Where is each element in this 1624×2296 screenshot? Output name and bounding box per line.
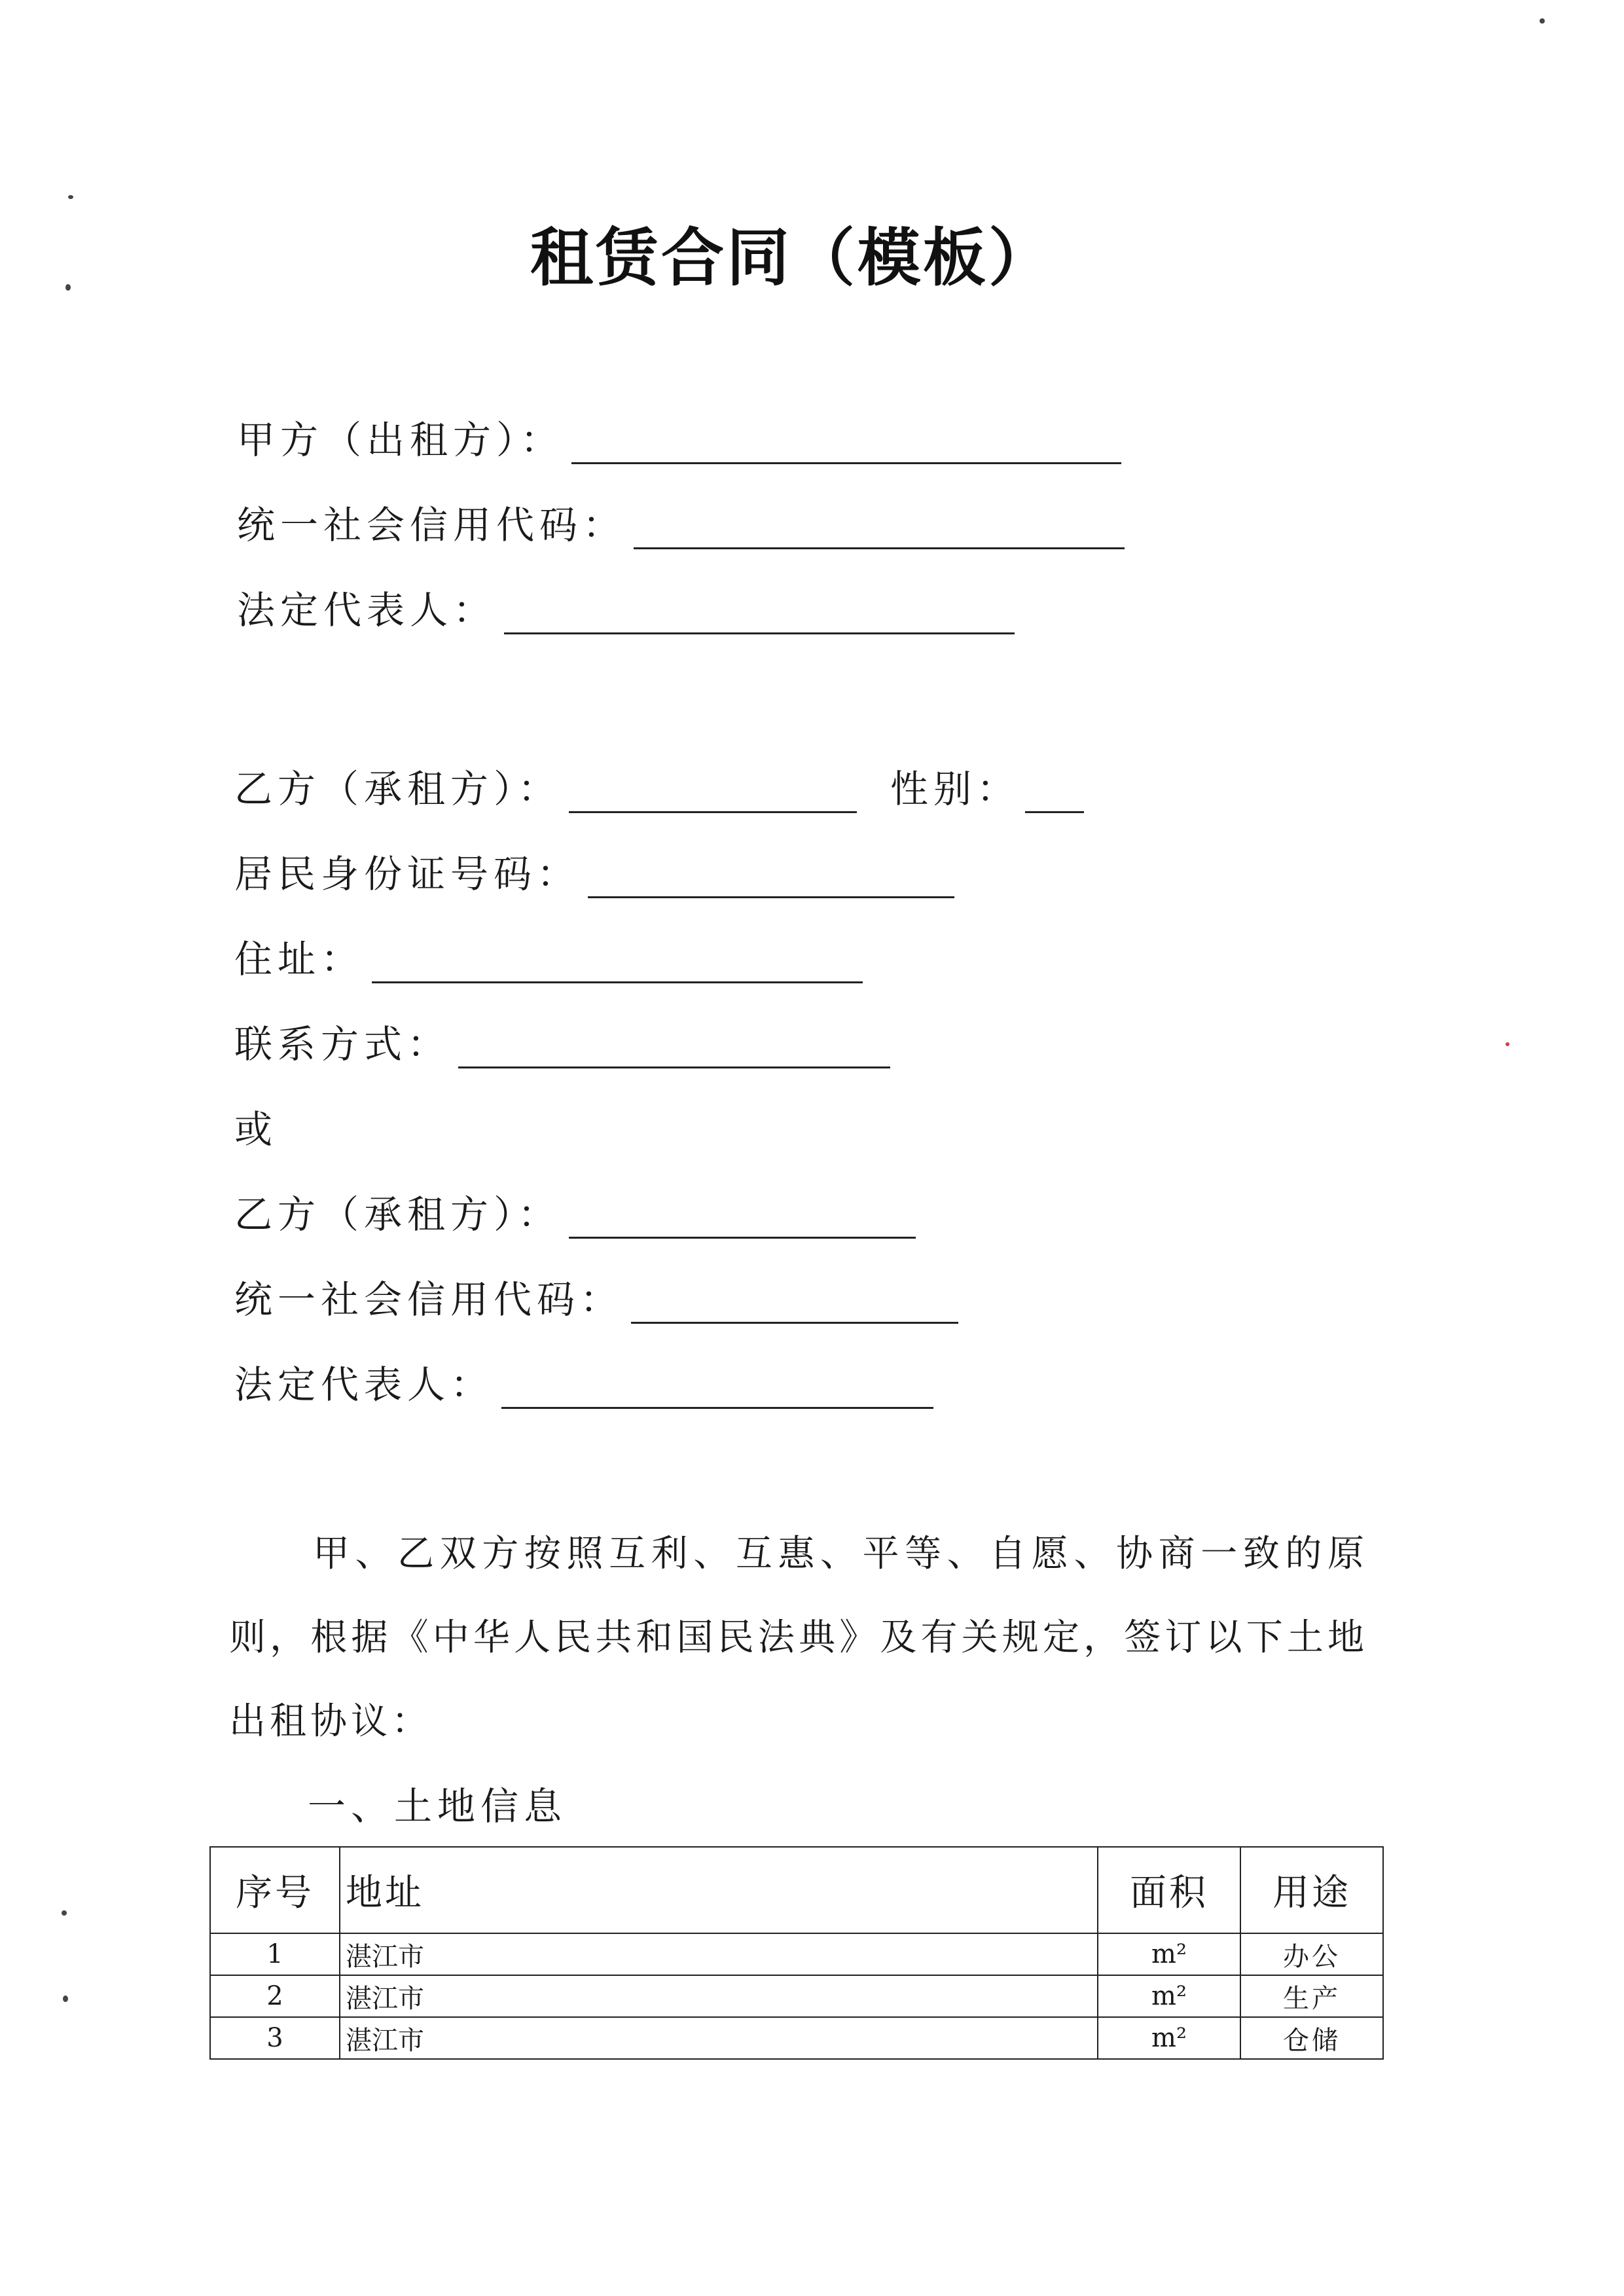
party-b-id-number-blank[interactable] xyxy=(588,856,954,898)
header-address: 地址 xyxy=(340,1847,1098,1933)
party-a-credit-code-blank[interactable] xyxy=(634,507,1125,549)
party-b-company-legal-rep-blank[interactable] xyxy=(501,1366,933,1409)
row-no: 1 xyxy=(210,1933,340,1975)
party-b-company-name-label: 乙方（承租方）： xyxy=(234,1192,562,1237)
party-a-legal-rep-label: 法定代表人： xyxy=(237,588,497,632)
party-b-address-field xyxy=(234,928,863,981)
row-use: 生产 xyxy=(1240,1975,1383,2017)
party-a-name-blank[interactable] xyxy=(571,422,1121,464)
party-b-contact-label: 联系方式： xyxy=(234,1022,451,1066)
scan-speck xyxy=(68,195,73,199)
row-address[interactable]: 湛江市 xyxy=(340,2017,1098,2059)
scan-speck xyxy=(1506,1042,1509,1046)
party-b-gender-field xyxy=(890,758,1084,811)
party-b-name-blank[interactable] xyxy=(569,771,857,813)
party-a-legal-rep-field xyxy=(237,579,1015,632)
party-b-company-legal-rep-field xyxy=(234,1354,933,1406)
header-use: 用途 xyxy=(1240,1847,1383,1933)
row-area[interactable]: m² xyxy=(1098,1933,1240,1975)
party-b-contact-blank[interactable] xyxy=(458,1026,890,1068)
or-label: 或 xyxy=(234,1107,278,1152)
party-b-company-legal-rep-label: 法定代表人： xyxy=(234,1362,494,1407)
party-b-address-blank[interactable] xyxy=(372,941,863,983)
party-b-name-label: 乙方（承租方）： xyxy=(234,767,562,811)
row-area[interactable]: m² xyxy=(1098,2017,1240,2059)
row-area[interactable]: m² xyxy=(1098,1975,1240,2017)
party-b-company-name-blank[interactable] xyxy=(569,1196,916,1239)
party-b-name-field xyxy=(234,758,857,811)
party-a-name-field xyxy=(237,409,1121,462)
scan-speck xyxy=(62,1910,67,1916)
row-no: 3 xyxy=(210,2017,340,2059)
row-address[interactable]: 湛江市 xyxy=(340,1933,1098,1975)
party-b-id-number-label: 居民身份证号码： xyxy=(234,852,581,896)
party-a-credit-code-field xyxy=(237,494,1125,547)
section-1-title: 一、土地信息 xyxy=(308,1784,568,1829)
document-title: 租赁合同（模板） xyxy=(530,221,1054,295)
header-area: 面积 xyxy=(1098,1847,1240,1933)
party-b-gender-label: 性别： xyxy=(890,767,1020,811)
scan-speck xyxy=(65,284,71,291)
party-b-contact-field xyxy=(234,1013,890,1066)
row-use: 办公 xyxy=(1240,1933,1383,1975)
party-b-id-number-field xyxy=(234,843,954,896)
party-b-gender-blank[interactable] xyxy=(1025,771,1084,813)
header-no: 序号 xyxy=(210,1847,340,1933)
table-row xyxy=(210,2017,1383,2059)
party-a-name-label: 甲方（出租方）： xyxy=(237,418,564,462)
party-b-address-label: 住址： xyxy=(234,937,365,981)
party-a-credit-code-label: 统一社会信用代码： xyxy=(237,503,626,547)
table-row xyxy=(210,1933,1383,1975)
land-info-table xyxy=(209,1846,1384,2060)
intro-paragraph: 甲、乙双方按照互利、互惠、平等、自愿、协商一致的原则，根据《中华人民共和国民法典》及有关规定，签订以下土地出租协议： xyxy=(229,1533,1368,1743)
row-no: 2 xyxy=(210,1975,340,2017)
party-b-company-credit-code-label: 统一社会信用代码： xyxy=(234,1277,624,1322)
or-text xyxy=(234,1099,278,1151)
party-b-company-name-field xyxy=(234,1184,916,1236)
row-address[interactable]: 湛江市 xyxy=(340,1975,1098,2017)
party-b-company-credit-code-blank[interactable] xyxy=(631,1281,958,1324)
party-b-company-credit-code-field xyxy=(234,1269,958,1321)
table-header-row xyxy=(210,1847,1383,1933)
row-use: 仓储 xyxy=(1240,2017,1383,2059)
scan-speck xyxy=(63,1995,68,2002)
table-row xyxy=(210,1975,1383,2017)
scan-speck xyxy=(1540,18,1545,24)
party-a-legal-rep-blank[interactable] xyxy=(504,592,1015,634)
